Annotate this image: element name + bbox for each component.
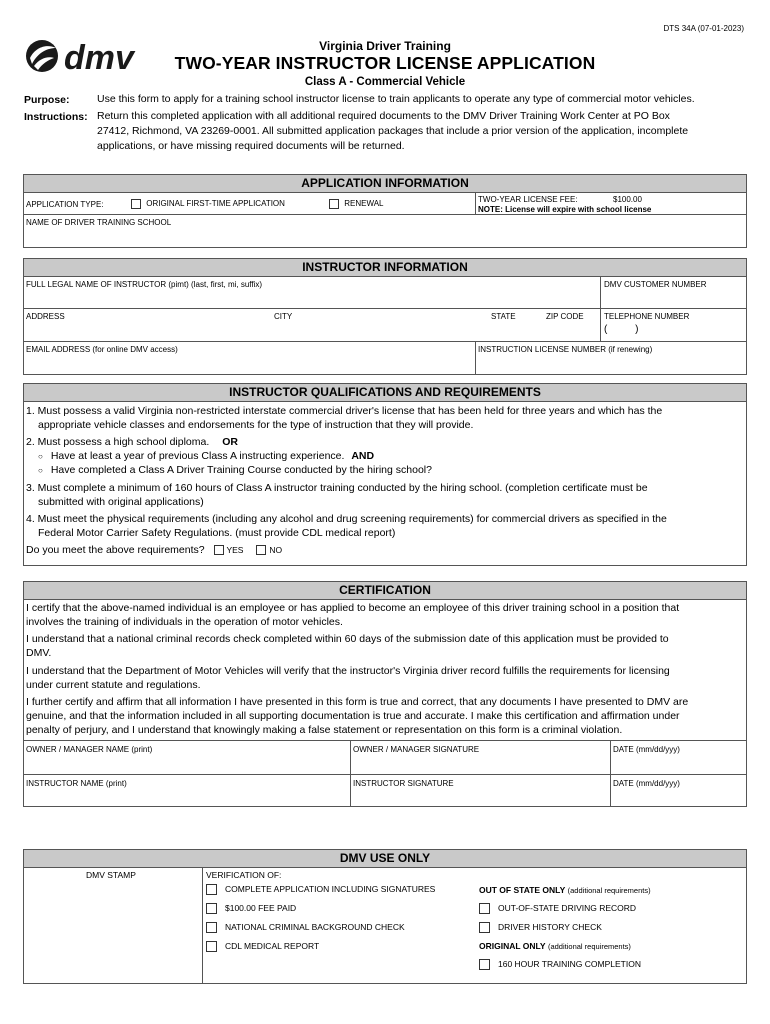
instructor-print-name-field[interactable] <box>24 790 349 806</box>
svg-text:dmv: dmv <box>64 39 134 77</box>
customer-number-field[interactable] <box>601 291 746 307</box>
cert-p4-line-2: genuine, and that the information included in all supporting documentation is true and accurate. I make this certification and affirmation under <box>26 710 680 722</box>
verify-checkbox[interactable] <box>479 959 490 970</box>
instructor-signature-label: INSTRUCTOR SIGNATURE <box>353 779 454 788</box>
no-label: NO <box>269 545 283 555</box>
verify-checkbox[interactable] <box>479 922 490 933</box>
verify-driver-history[interactable]: DRIVER HISTORY CHECK <box>479 922 602 933</box>
address-label: ADDRESS <box>26 312 65 321</box>
instructions-line-3: applications, or have missing required documents will be returned. <box>97 140 405 152</box>
state-label: STATE <box>491 312 516 321</box>
fee-value: $100.00 <box>613 195 642 204</box>
requirement-2: 2. Must possess a high school diploma. OR <box>26 436 238 448</box>
dmv-stamp-label: DMV STAMP <box>86 870 136 880</box>
application-type-label: APPLICATION TYPE: <box>26 200 104 209</box>
school-name-field[interactable] <box>24 229 746 247</box>
application-info-heading: APPLICATION INFORMATION <box>23 174 747 193</box>
original-option[interactable] <box>131 199 285 209</box>
fee-note: NOTE: License will expire with school license <box>478 205 652 214</box>
requirements-question: Do you meet the above requirements? YES NO <box>26 544 283 556</box>
instructions-label: Instructions: <box>24 111 88 123</box>
original-option-label: ORIGINAL FIRST-TIME APPLICATION <box>146 199 285 209</box>
email-field[interactable] <box>24 356 474 374</box>
no-checkbox[interactable] <box>256 545 266 555</box>
verify-training-completion[interactable]: 160 HOUR TRAINING COMPLETION <box>479 959 641 970</box>
instructor-name-label: FULL LEGAL NAME OF INSTRUCTOR (pimt) (last, first, mi, suffix) <box>26 280 263 289</box>
owner-signature-field[interactable] <box>351 756 609 773</box>
cert-p4-line-1: I further certify and affirm that all information I have presented in this form is true and correct, that any documents I have presented to DMV are <box>26 696 689 708</box>
requirement-1-line-2: appropriate vehicle classes and endorsements for the type of instruction that they will provide. <box>38 419 474 431</box>
original-only-heading: ORIGINAL ONLY (additional requirements) <box>479 941 631 951</box>
requirement-3-line-2: submitted with original applications) <box>38 496 204 508</box>
requirement-2-sub-2: ○ Have completed a Class A Driver Training Course conducted by the hiring school? <box>38 464 432 476</box>
owner-signature-label: OWNER / MANAGER SIGNATURE <box>353 745 480 754</box>
zip-label: ZIP CODE <box>546 312 584 321</box>
verify-checkbox[interactable] <box>206 922 217 933</box>
cert-p3-line-1: I understand that the Department of Motor Vehicles will verify that the instructor's Virginia driver record fulfills the requirements for licensing <box>26 665 670 677</box>
yes-label: YES <box>226 545 244 555</box>
verify-checkbox[interactable] <box>206 884 217 895</box>
instructor-signature-field[interactable] <box>351 790 609 806</box>
license-number-label: INSTRUCTION LICENSE NUMBER (if renewing) <box>478 345 653 354</box>
instructor-date-label: DATE (mm/dd/yyy) <box>613 779 680 788</box>
cert-p2-line-2: DMV. <box>26 647 52 659</box>
cert-p3-line-2: under current statute and regulations. <box>26 679 201 691</box>
instructor-name-field[interactable] <box>24 291 599 307</box>
verify-cdl-medical[interactable]: CDL MEDICAL REPORT <box>206 941 319 952</box>
form-subtitle: Virginia Driver Training <box>319 39 451 53</box>
license-number-field[interactable] <box>476 356 746 374</box>
original-checkbox[interactable] <box>131 199 141 209</box>
verification-label: VERIFICATION OF: <box>206 870 282 880</box>
instructor-print-name-label: INSTRUCTOR NAME (print) <box>26 779 127 788</box>
purpose-text: Use this form to apply for a training school instructor license to train applicants to operate any type of commercial motor vehicles. <box>97 93 695 105</box>
owner-name-label: OWNER / MANAGER NAME (print) <box>26 745 153 754</box>
instructions-line-1: Return this completed application with all additional required documents to the DMV Driver Training Work Center at PO Box <box>97 110 670 122</box>
requirement-1-line-1: 1. Must possess a valid Virginia non-restricted interstate commercial driver's license that has been held for three years and which has the <box>26 405 663 417</box>
class-line: Class A - Commercial Vehicle <box>304 76 466 88</box>
dmv-use-heading: DMV USE ONLY <box>23 849 747 868</box>
verify-background-check[interactable]: NATIONAL CRIMINAL BACKGROUND CHECK <box>206 922 405 933</box>
instructions-line-2: 27412, Richmond, VA 23269-0001. All submitted application packages that include a prior version of the application, incomplete <box>97 125 689 137</box>
renewal-option[interactable] <box>329 199 384 209</box>
fee-label: TWO-YEAR LICENSE FEE: <box>478 195 578 204</box>
city-label: CITY <box>274 312 293 321</box>
email-label: EMAIL ADDRESS (for online DMV access) <box>26 345 178 354</box>
renewal-option-label: RENEWAL <box>344 199 384 209</box>
requirement-3-line-1: 3. Must complete a minimum of 160 hours of Class A instructor training conducted by the hiring school. (completion certificate must be <box>26 482 648 494</box>
verify-fee-paid[interactable]: $100.00 FEE PAID <box>206 903 296 914</box>
owner-date-label: DATE (mm/dd/yyy) <box>613 745 680 754</box>
customer-number-label: DMV CUSTOMER NUMBER <box>604 280 707 289</box>
qualifications-heading: INSTRUCTOR QUALIFICATIONS AND REQUIREMENTS <box>23 383 747 402</box>
requirement-2-sub-1: ○ Have at least a year of previous Class A instructing experience. AND <box>38 450 375 462</box>
requirement-4-line-1: 4. Must meet the physical requirements (including any alcohol and drug screening requirements) for commercial drivers as specified in the <box>26 513 667 525</box>
form-id: DTS 34A (07-01-2023) <box>663 24 744 33</box>
renewal-checkbox[interactable] <box>329 199 339 209</box>
instructor-date-field[interactable] <box>611 790 746 806</box>
verify-checkbox[interactable] <box>206 903 217 914</box>
yes-checkbox[interactable] <box>214 545 224 555</box>
out-of-state-heading: OUT OF STATE ONLY (additional requirements) <box>479 885 651 895</box>
requirement-4-line-2: Federal Motor Carrier Safety Regulations. (must provide CDL medical report) <box>38 527 396 539</box>
form-title: TWO-YEAR INSTRUCTOR LICENSE APPLICATION <box>174 53 596 73</box>
address-field[interactable] <box>24 323 599 340</box>
purpose-label: Purpose: <box>24 94 70 106</box>
instructor-info-heading: INSTRUCTOR INFORMATION <box>23 258 747 277</box>
owner-date-field[interactable] <box>611 756 746 773</box>
cert-p1-line-2: involves the training of individuals in the operation of motor vehicles. <box>26 616 343 628</box>
certification-heading: CERTIFICATION <box>23 581 747 600</box>
cert-p4-line-3: penalty of perjury, and I understand that knowingly making a false statement or representation on this form is a criminal violation. <box>26 724 623 736</box>
owner-name-field[interactable] <box>24 756 349 773</box>
cert-p1-line-1: I certify that the above-named individual is an employee or has applied to become an employee of this driver training school in a position that <box>26 602 680 614</box>
cert-p2-line-1: I understand that a national criminal records check completed within 60 days of the submission date of this application must be provided to <box>26 633 669 645</box>
phone-field[interactable]: ( ) <box>604 324 639 335</box>
school-name-label: NAME OF DRIVER TRAINING SCHOOL <box>26 218 172 227</box>
phone-label: TELEPHONE NUMBER <box>604 312 690 321</box>
verify-checkbox[interactable] <box>206 941 217 952</box>
verify-complete-application[interactable]: COMPLETE APPLICATION INCLUDING SIGNATURES <box>206 884 435 895</box>
verify-checkbox[interactable] <box>479 903 490 914</box>
verify-oos-driving-record[interactable]: OUT-OF-STATE DRIVING RECORD <box>479 903 636 914</box>
